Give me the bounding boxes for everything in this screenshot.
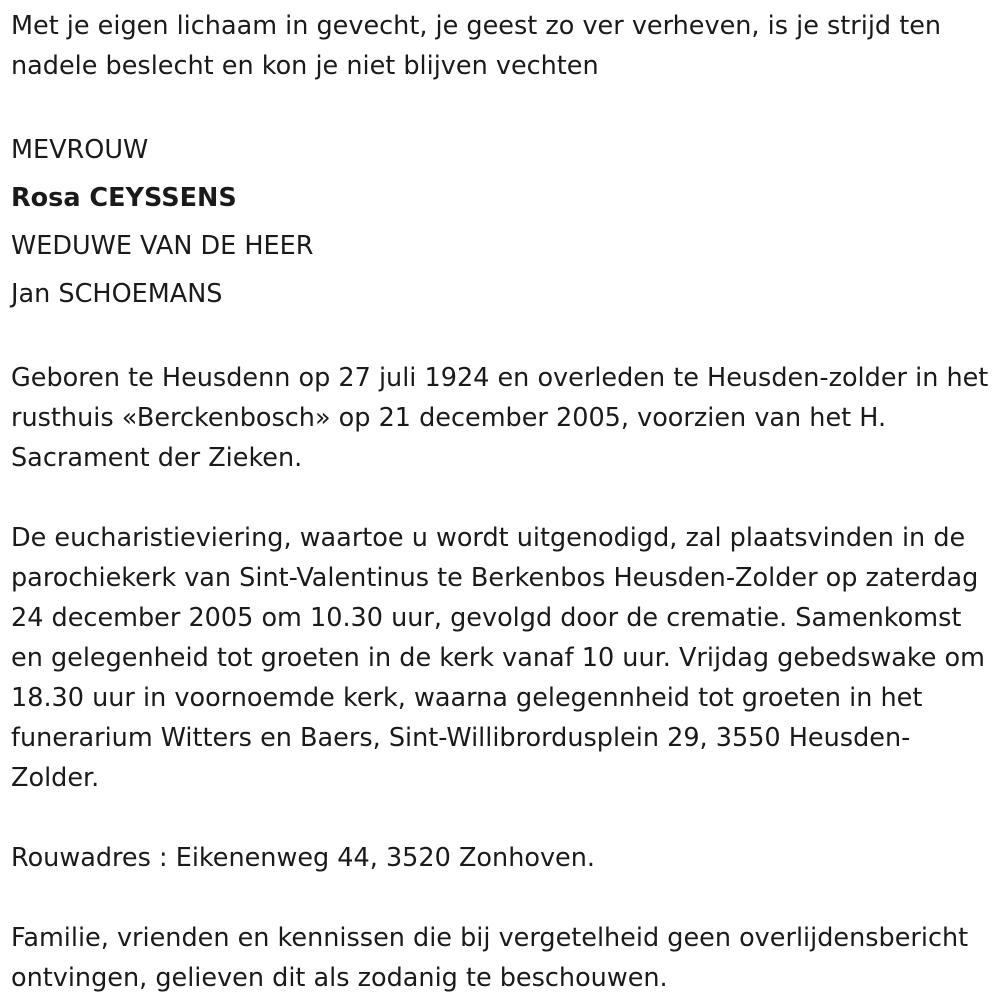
- ceremony-paragraph: De eucharistieviering, waartoe u wordt uitgenodigd, zal plaatsvinden in de parochiekerk van Sint-Valentinus te Berkenbos Heusden-Zolder op zaterdag 24 december 2005 om 10.30 uur, gevolgd door de crematie. Samenkomst en gelegenheid tot groeten in de kerk vanaf 10 uur. Vrijdag gebedswake om 18.30 uur in voornoemde kerk, waarna gelegennheid tot groeten in het funerarium Witters en Baers, Sint-Willibrordusplein 29, 3550 Heusden-Zolder.: [11, 523, 985, 793]
- spouse-name: Jan SCHOEMANS: [11, 279, 223, 309]
- relation-text: WEDUWE VAN DE HEER: [11, 231, 314, 261]
- spacer: [11, 86, 993, 126]
- death-notice: [11, 6, 993, 998]
- birth-death-paragraph: Geboren te Heusdenn op 27 juli 1924 en overleden te Heusden-zolder in het rusthuis «Berckenbosch» op 21 december 2005, voorzien van het H. Sacrament der Zieken.: [11, 363, 989, 473]
- title-text: MEVROUW: [11, 135, 149, 165]
- mourning-address: Rouwadres : Eikenenweg 44, 3520 Zonhoven.: [11, 843, 595, 873]
- closing-paragraph: Familie, vrienden en kennissen die bij vergetelheid geen overlijdensbericht ontvingen, gelieven dit als zodanig te beschouwen.: [11, 923, 969, 993]
- spacer: [11, 478, 993, 518]
- spacer: [11, 798, 993, 838]
- motto-text: Met je eigen lichaam in gevecht, je geest zo ver verheven, is je strijd ten nadele beslecht en kon je niet blijven vechten: [11, 11, 942, 81]
- deceased-name: Rosa CEYSSENS: [11, 183, 237, 213]
- spacer: [11, 878, 993, 918]
- spacer: [11, 318, 993, 358]
